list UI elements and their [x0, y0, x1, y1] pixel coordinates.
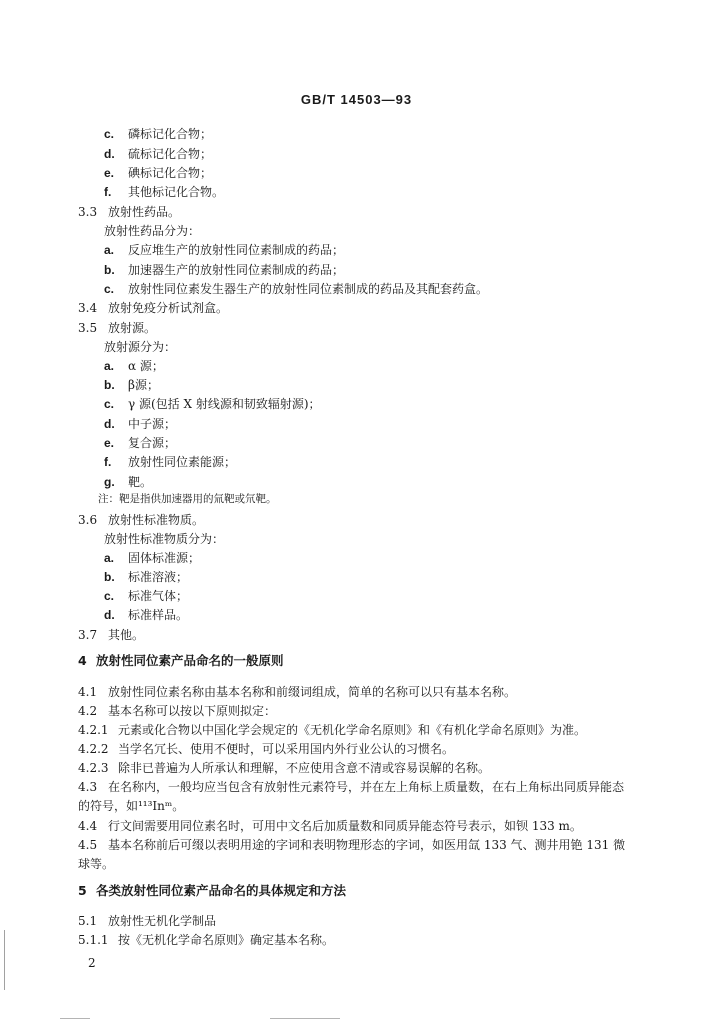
item-label: f.	[104, 185, 112, 199]
item-label: a.	[104, 551, 115, 565]
item-label: b.	[104, 263, 115, 277]
list-item	[104, 358, 164, 374]
para-number: 4.5	[78, 838, 98, 852]
list-item	[104, 588, 188, 604]
list-item	[104, 184, 224, 200]
scan-artifact	[270, 1018, 340, 1019]
item-label: b.	[104, 378, 115, 392]
para-4-5-line1	[78, 837, 625, 853]
page-number: 2	[88, 956, 96, 970]
para-text: 行文间需要用同位素名时，可用中文名后加质量数和同质异能态符号表示，如钡 133 m。	[108, 819, 582, 833]
para-4-2-2	[78, 741, 454, 757]
para-text: 基本名称可以按以下原则拟定：	[108, 704, 277, 718]
section-3-5	[78, 320, 156, 336]
list-item	[104, 281, 488, 297]
para-text: 按《无机化学命名原则》确定基本名称。	[118, 933, 335, 947]
chapter-5-heading	[78, 883, 346, 899]
section-title: 放射性药品。	[108, 205, 181, 219]
item-label: d.	[104, 417, 115, 431]
para-4-4	[78, 818, 582, 834]
list-item	[104, 146, 212, 162]
section-title: 放射源。	[108, 321, 157, 335]
list-item	[104, 550, 200, 566]
item-text: 中子源；	[128, 417, 177, 431]
item-text: 标准气体；	[128, 589, 189, 603]
scan-artifact	[60, 1018, 90, 1019]
item-text: 靶。	[128, 475, 153, 489]
para-text: 放射性同位素名称由基本名称和前缀词组成，简单的名称可以只有基本名称。	[108, 685, 517, 699]
item-text: α 源；	[128, 359, 164, 373]
list-item	[104, 435, 176, 451]
item-text: 加速器生产的放射性同位素制成的药品；	[128, 263, 345, 277]
section-3-6	[78, 512, 204, 528]
chapter-number: 5	[78, 883, 87, 898]
item-text: 放射性同位素发生器生产的放射性同位素制成的药品及其配套药盒。	[128, 282, 489, 296]
item-label: d.	[104, 608, 115, 622]
list-item	[104, 454, 236, 470]
para-number: 5.1.1	[78, 933, 109, 947]
item-text: 复合源；	[128, 436, 177, 450]
list-item	[104, 474, 152, 490]
section-3-7	[78, 627, 144, 643]
item-label: c.	[104, 127, 115, 141]
section-title: 其他。	[108, 628, 145, 642]
section-number: 3.6	[78, 513, 98, 527]
list-item	[104, 569, 188, 585]
list-item	[104, 377, 159, 393]
para-number: 4.2	[78, 704, 98, 718]
para-number: 4.2.1	[78, 723, 109, 737]
section-title: 放射免疫分析试剂盒。	[108, 301, 229, 315]
para-5-1-1	[78, 932, 334, 948]
list-item	[104, 607, 188, 623]
para-number: 5.1	[78, 914, 98, 928]
para-text: 在名称内，一般均应当包含有放射性元素符号，并在左上角标上质量数，在右上角标出同质异能态	[108, 780, 625, 794]
item-label: a.	[104, 359, 115, 373]
para-text: 元素或化合物以中国化学会规定的《无机化学命名原则》和《有机化学命名原则》为准。	[118, 723, 587, 737]
para-text: 当学名冗长、使用不便时，可以采用国内外行业公认的习惯名。	[118, 742, 455, 756]
item-label: c.	[104, 589, 115, 603]
item-label: b.	[104, 570, 115, 584]
item-text: γ 源(包括 X 射线源和韧致辐射源)；	[128, 397, 321, 411]
item-text: 固体标准源；	[128, 551, 201, 565]
para-number: 4.2.2	[78, 742, 109, 756]
section-number: 3.3	[78, 205, 98, 219]
item-text: 标准溶液；	[128, 570, 189, 584]
chapter-title: 各类放射性同位素产品命名的具体规定和方法	[96, 883, 347, 898]
item-label: d.	[104, 147, 115, 161]
item-label: e.	[104, 436, 115, 450]
scan-artifact	[4, 930, 5, 990]
item-text: 硫标记化合物；	[128, 147, 213, 161]
note: 注：靶是指供加速器用的氚靶或氘靶。	[98, 493, 277, 505]
section-3-4	[78, 300, 228, 316]
page-header: GB/T 14503—93	[300, 92, 413, 107]
para-text: 基本名称前后可缀以表明用途的字词和表明物理形态的字词，如医用氙 133 气、测井用铯 131 微	[108, 838, 626, 852]
section-3-3	[78, 204, 180, 220]
list-item	[104, 262, 344, 278]
list-item	[104, 126, 212, 142]
item-label: g.	[104, 475, 115, 489]
para-number: 4.3	[78, 780, 98, 794]
item-text: 放射性同位素能源；	[128, 455, 237, 469]
item-text: 标准样品。	[128, 608, 189, 622]
item-text: 其他标记化合物。	[128, 185, 225, 199]
item-label: c.	[104, 282, 115, 296]
section-number: 3.5	[78, 321, 98, 335]
item-label: f.	[104, 455, 112, 469]
para-4-5-line2: 球等。	[78, 857, 115, 871]
chapter-title: 放射性同位素产品命名的一般原则	[96, 653, 284, 668]
section-number: 3.4	[78, 301, 98, 315]
para-number: 4.1	[78, 685, 98, 699]
section-intro: 放射性药品分为：	[104, 224, 201, 238]
para-4-2	[78, 703, 276, 719]
list-item	[104, 416, 176, 432]
para-number: 4.4	[78, 819, 98, 833]
item-text: β源；	[128, 378, 159, 392]
para-4-3-line2: 的符号，如¹¹³Inᵐ。	[78, 799, 185, 813]
para-text: 除非已普遍为人所承认和理解，不应使用含意不清或容易误解的名称。	[118, 761, 491, 775]
item-text: 反应堆生产的放射性同位素制成的药品；	[128, 243, 345, 257]
para-5-1	[78, 913, 216, 929]
para-4-3-line1	[78, 779, 624, 795]
list-item	[104, 396, 321, 412]
section-intro: 放射性标准物质分为：	[104, 532, 225, 546]
para-4-2-1	[78, 722, 586, 738]
para-4-1	[78, 684, 516, 700]
para-text: 放射性无机化学制品	[108, 914, 217, 928]
chapter-4-heading	[78, 653, 284, 669]
list-item	[104, 165, 212, 181]
chapter-number: 4	[78, 653, 87, 668]
list-item	[104, 242, 344, 258]
section-number: 3.7	[78, 628, 98, 642]
item-text: 碘标记化合物；	[128, 166, 213, 180]
section-title: 放射性标准物质。	[108, 513, 205, 527]
section-intro: 放射源分为：	[104, 340, 177, 354]
item-label: c.	[104, 397, 115, 411]
item-text: 磷标记化合物；	[128, 127, 213, 141]
item-label: e.	[104, 166, 115, 180]
item-label: a.	[104, 243, 115, 257]
para-4-2-3	[78, 760, 490, 776]
para-number: 4.2.3	[78, 761, 109, 775]
